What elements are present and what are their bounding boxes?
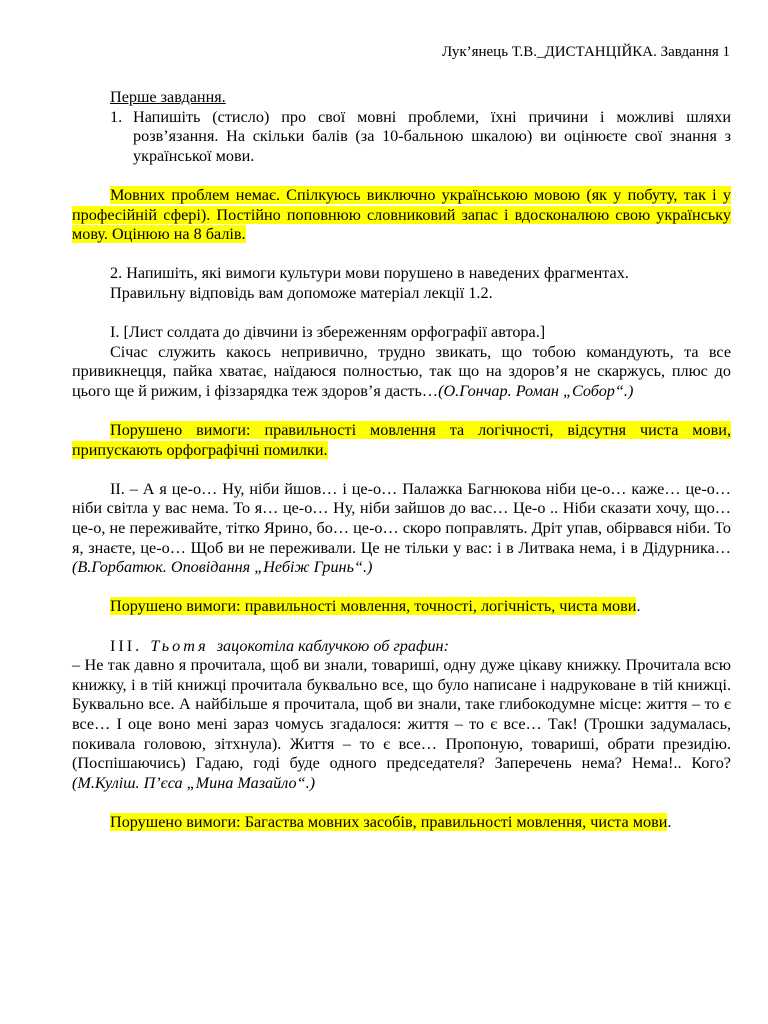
- page-header: Лук’янець Т.В._ДИСТАНЦІЙКА. Завдання 1: [442, 44, 730, 60]
- task-1-number: 1.: [110, 107, 123, 126]
- answer-fragment-1: Порушено вимоги: правильності мовлення та логічності, відсутня чиста мови, припускають орфографічні помилки.: [72, 421, 731, 459]
- answer-fragment-3-end: .: [667, 812, 672, 831]
- fragment-2-text: II. – А я це-о… Ну, ніби йшов… і це-о… Палажка Багнюкова ніби це-о… каже… це-о…ніби світла у вас нема. То я… це-о… Ну, ніби зайшов до вас… Це-о .. Ніби сказати хочу, що…це-о, не переживайте, тітко Ярино, бо… це-о… скоро поправлять. Дріт упав, обірвався ніби. То я, знаєте, це-о… Щоб ви не переживали. Це не тільки у вас: і в Литвака нема, і в Дідурника…: [72, 479, 731, 557]
- task-1-text: Напишіть (стисло) про свої мовні проблеми, їхні причини і можливі шляхи розв’язання. На скільки балів (за 10-бальною шкалою) ви оцінюєте свої знання з української мови.: [133, 107, 731, 165]
- fragment-1-title: I. [Лист солдата до дівчини із збереженням орфографії автора.]: [110, 323, 546, 342]
- answer-fragment-2: Порушено вимоги: правильності мовлення, точності, логічність, чиста мови: [110, 597, 637, 616]
- fragment-1-source: (О.Гончар. Роман „Собор“.): [438, 381, 634, 400]
- answer-fragment-3: Порушено вимоги: Багаства мовних засобів, правильності мовлення, чиста мови: [110, 812, 668, 831]
- fragment-3-text: – Не так давно я прочитала, щоб ви знали, товариші, одну дуже цікаву книжку. Прочитала всю книжку, і в тій книжці прочитала буквально все, що було написане і надруковане в тій книжці. Буквально все. А найбільше я прочитала, щоб ви знали, таке глибокодумне місце: життя – то є все… І оце воно мені зараз чомусь згадалося: життя – то є все… Так! (Трошки задумалась, покивала головою, зітхнула). Життя – то є все… Пропоную, товариші, обрати президію. (Поспішаючись) Гадаю, годі буде одного председателя? Заперечень нема? Нема!.. Кого?: [72, 656, 731, 773]
- answer-fragment-2-end: .: [636, 597, 641, 616]
- task-2-line-1: 2. Напишіть, які вимоги культури мови порушено в наведених фрагментах.: [110, 264, 629, 283]
- fragment-3-stage-direction: зацокотіла каблучкою об графин:: [216, 636, 449, 655]
- fragment-3-number: III.: [110, 636, 143, 655]
- task-2-line-2: Правильну відповідь вам допоможе матеріал лекції 1.2.: [110, 283, 493, 302]
- task-1: [72, 108, 731, 167]
- fragment-3-title: [72, 637, 731, 657]
- fragment-3-speaker: Тьотя: [150, 636, 209, 655]
- task-heading: Перше завдання.: [110, 88, 226, 106]
- fragment-2: [72, 480, 731, 578]
- fragment-1: [72, 343, 731, 402]
- fragment-3: [72, 656, 731, 793]
- answer-1: Мовних проблем немає. Спілкуюсь виключно українською мовою (як у побуту, так і у професійній сфері). Постійно поповнюю словниковий запас і вдосконалюю свою українську мову. Оцінюю на 8 балів.: [72, 185, 731, 244]
- fragment-3-source: (М.Куліш. П’єса „Мина Мазайло“.): [72, 773, 316, 792]
- document-body: [72, 88, 731, 833]
- fragment-1-text: Січас служить какось непривично, трудно звикать, що тобою командують, та все привикнецця, пайка хватає, наїдаюся полностью, так що на здоров’я не скаржусь, плюс до цього ще й рижим, і фіззарядка теж здоров’я дасть…: [72, 342, 731, 400]
- fragment-2-source: (В.Горбатюк. Оповідання „Небіж Гринь“.): [72, 558, 373, 577]
